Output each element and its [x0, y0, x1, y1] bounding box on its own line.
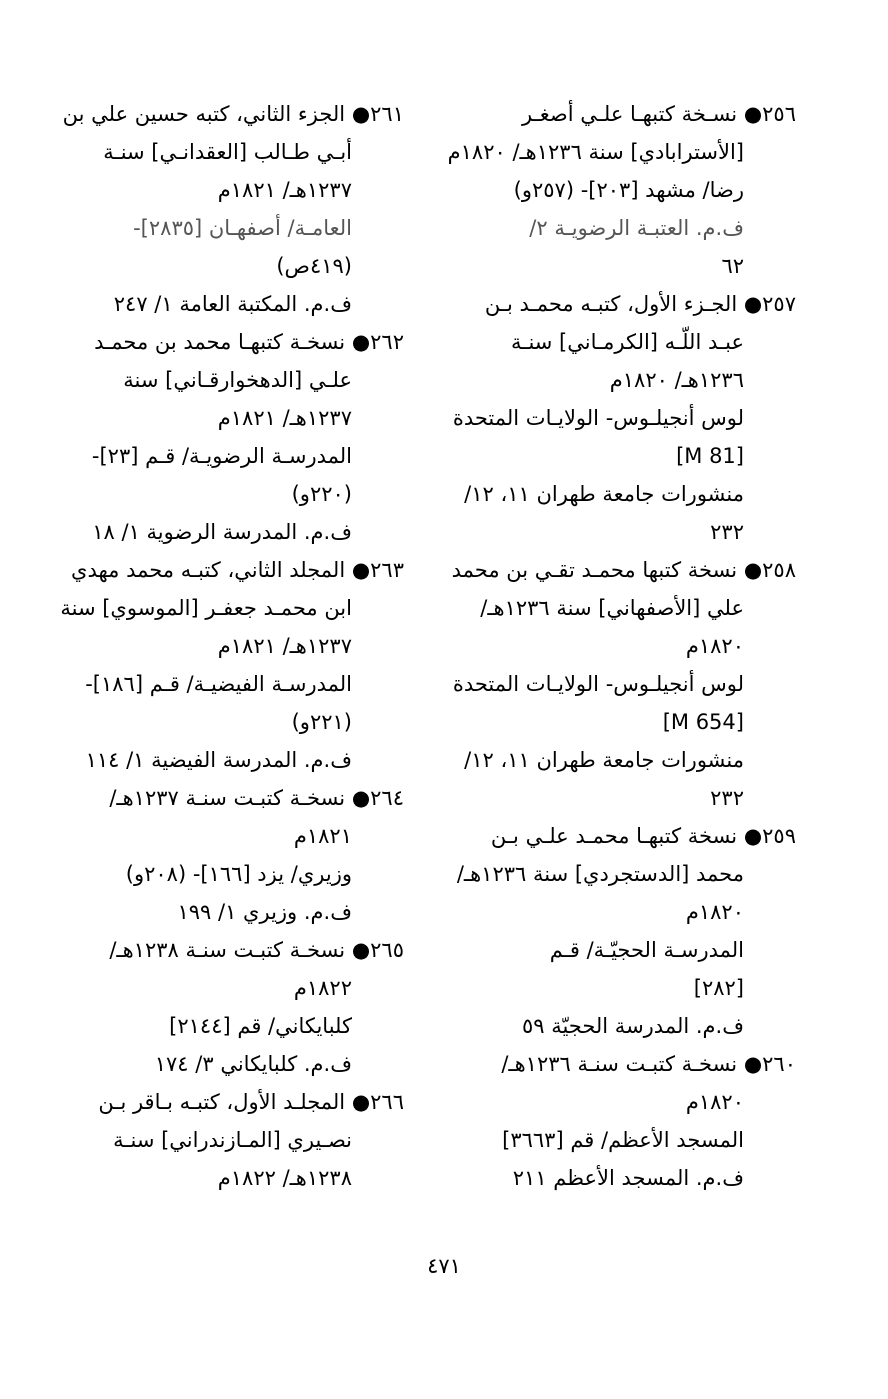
entry-264-line-2: ١٨٢١م — [293, 824, 352, 848]
entry-262-line-6: ف.م. المدرسة الرضوية ١/ ١٨ — [92, 520, 352, 544]
entry-260-line-2: ١٨٢٠م — [685, 1090, 744, 1114]
entry-259-line-4: المدرسـة الحجيّـة/ قـم — [549, 938, 744, 962]
entry-257-line-6: منشورات جامعة طهران ١١، ١٢/ — [464, 482, 744, 506]
entry-265-line-1: ٢٦٥● نسخـة كتبـت سنـة ١٢٣٨هـ/ — [109, 938, 404, 962]
entry-265-line-2: ١٨٢٢م — [293, 976, 352, 1000]
entry-257-line-7: ٢٣٢ — [710, 520, 744, 544]
entry-261-line-6: ف.م. المكتبة العامة ١/ ٢٤٧ — [113, 292, 352, 316]
entry-258-line-3: ١٨٢٠م — [685, 634, 744, 658]
entry-266-line-1: ٢٦٦● المجلـد الأول، كتبـه بـاقر بـن — [98, 1090, 404, 1114]
entry-261-line-3: ١٢٣٧هـ/ ١٨٢١م — [217, 178, 352, 202]
entry-263-line-4: المدرسـة الفيضيـة/ قـم [١٨٦]- — [85, 672, 352, 696]
entry-261-line-4: العامـة/ أصفهـان [٢٨٣٥]- — [133, 216, 352, 240]
entry-263-line-6: ف.م. المدرسة الفيضية ١/ ١١٤ — [85, 748, 352, 772]
entry-258-line-4: لوس أنجيلـوس- الولايـات المتحدة — [452, 672, 744, 696]
entry-262-line-1: ٢٦٢● نسخـة كتبهـا محمد بن محمـد — [94, 330, 404, 354]
entry-257-line-2: عبـد اللّـه [الكرمـاني] سنـة — [511, 330, 744, 354]
entry-266-line-2: نصـيري [المـازندراني] سنـة — [113, 1128, 352, 1152]
entry-263-line-5: (٢٢١و) — [291, 710, 352, 734]
entry-263-line-1: ٢٦٣● المجلد الثاني، كتبـه محمد مهدي — [71, 558, 404, 582]
entry-259-line-5: [٢٨٢] — [693, 976, 744, 1000]
entry-263-line-2: ابن محمـد جعفـر [الموسوي] سنة — [60, 596, 352, 620]
entry-257-line-4: لوس أنجيلـوس- الولايـات المتحدة — [452, 406, 744, 430]
entry-257-line-3: ١٢٣٦هـ/ ١٨٢٠م — [609, 368, 744, 392]
entry-264-line-4: ف.م. وزيري ١/ ١٩٩ — [177, 900, 352, 924]
entry-261-line-2: أبـي طـالب [العقدانـي] سنـة — [103, 140, 352, 164]
entry-266-line-3: ١٢٣٨هـ/ ١٨٢٢م — [217, 1166, 352, 1190]
entry-258-line-2: علي [الأصفهاني] سنة ١٢٣٦هـ/ — [480, 596, 744, 620]
entry-264-line-3: وزيري/ يزد [١٦٦]- (٢٠٨و) — [125, 862, 352, 886]
entry-261-line-5: (٤١٩ص) — [276, 254, 352, 278]
entry-259-line-3: ١٨٢٠م — [685, 900, 744, 924]
entry-258-line-6: منشورات جامعة طهران ١١، ١٢/ — [464, 748, 744, 772]
entry-256-line-3: رضا/ مشهد [٢٠٣]- (٢٥٧و) — [513, 178, 744, 202]
entry-262-line-4: المدرسـة الرضويـة/ قـم [٢٣]- — [91, 444, 352, 468]
entry-259-line-2: محمد [الدستجردي] سنة ١٢٣٦هـ/ — [456, 862, 744, 886]
entry-256-line-4: ف.م. العتبـة الرضويـة ٢/ — [529, 216, 744, 240]
entry-262-line-2: علـي [الدهخوارقـاني] سنة — [123, 368, 352, 392]
entry-265-line-3: كلبايكاني/ قم [٢١٤٤] — [169, 1014, 352, 1038]
entry-262-line-5: (٢٢٠و) — [291, 482, 352, 506]
entry-260-line-1: ٢٦٠● نسخـة كتبـت سنـة ١٢٣٦هـ/ — [501, 1052, 796, 1076]
page-number: ٤٧١ — [427, 1254, 461, 1278]
entry-260-line-4: ف.م. المسجد الأعظم ٢١١ — [512, 1166, 744, 1190]
entry-262-line-3: ١٢٣٧هـ/ ١٨٢١م — [217, 406, 352, 430]
entry-256-line-1: ٢٥٦● نسـخة كتبهـا علـي أصغـر — [522, 102, 796, 126]
entry-257-line-1: ٢٥٧● الجـزء الأول، كتبـه محمـد بـن — [484, 292, 796, 316]
entry-260-line-3: المسجد الأعظم/ قم [٣٦٦٣] — [502, 1128, 744, 1152]
entry-256-line-2: [الأسترابادي] سنة ١٢٣٦هـ/ ١٨٢٠م — [447, 140, 744, 164]
entry-257-line-5: [M 81] — [676, 444, 744, 468]
entry-261-line-1: ٢٦١● الجزء الثاني، كتبه حسين علي بن — [62, 102, 404, 126]
entry-258-line-7: ٢٣٢ — [710, 786, 744, 810]
entry-259-line-1: ٢٥٩● نسخة كتبهـا محمـد علـي بـن — [490, 824, 796, 848]
entry-256-line-5: ٦٢ — [721, 254, 744, 278]
entry-258-line-1: ٢٥٨● نسخة كتبها محمـد تقـي بن محمد — [451, 558, 796, 582]
entry-264-line-1: ٢٦٤● نسخـة كتبـت سنـة ١٢٣٧هـ/ — [109, 786, 404, 810]
entry-263-line-3: ١٢٣٧هـ/ ١٨٢١م — [217, 634, 352, 658]
entry-265-line-4: ف.م. كلبايكاني ٣/ ١٧٤ — [154, 1052, 352, 1076]
entry-258-line-5: [M 654] — [662, 710, 744, 734]
entry-259-line-6: ف.م. المدرسة الحجيّة ٥٩ — [521, 1014, 744, 1038]
